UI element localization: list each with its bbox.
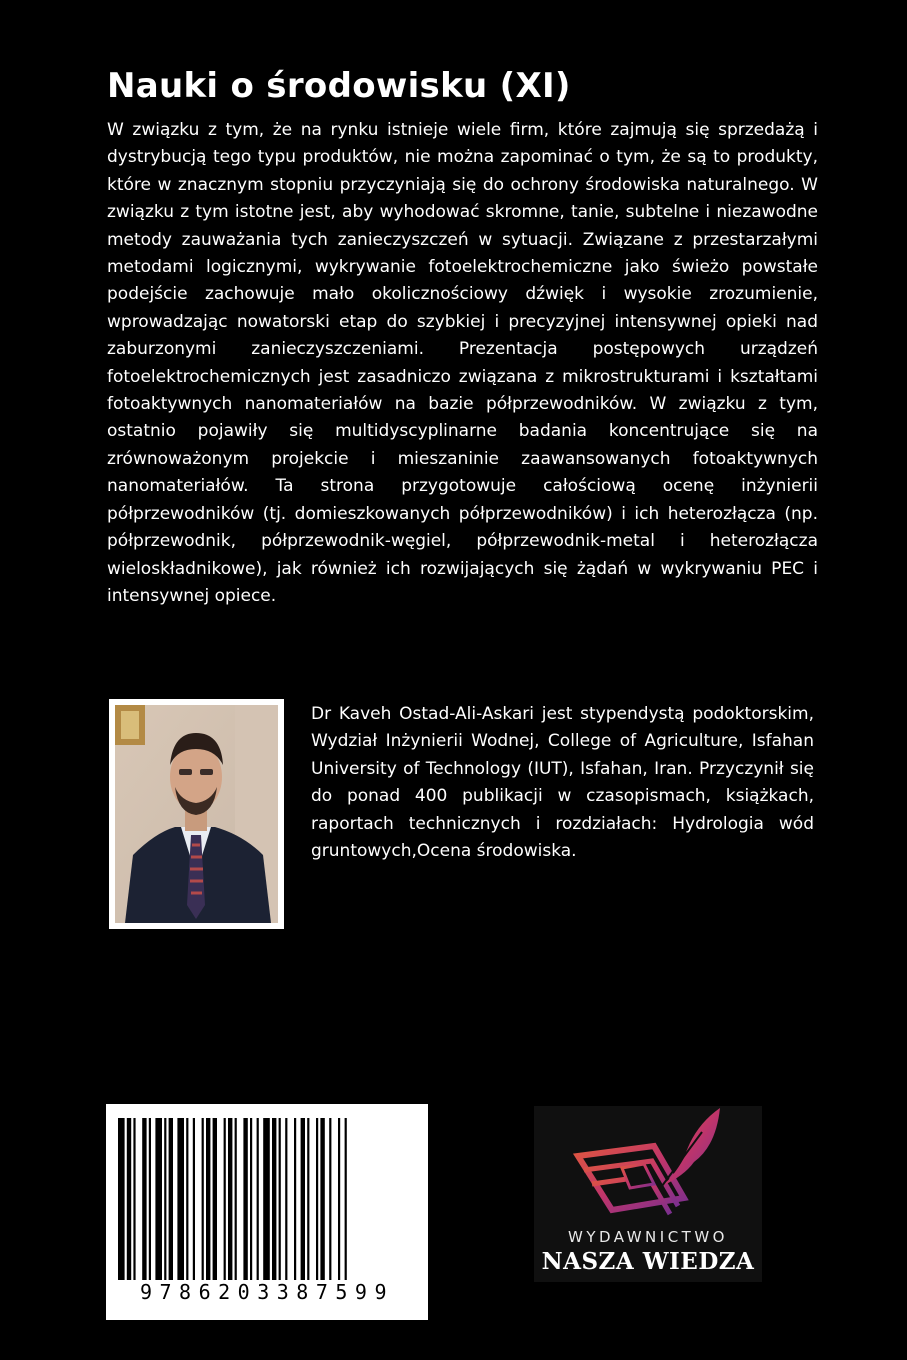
- barcode-bar: [186, 1118, 188, 1280]
- barcode-bars: [106, 1104, 428, 1280]
- barcode-bar: [202, 1118, 204, 1280]
- barcode-bar: [263, 1118, 270, 1280]
- barcode-bar: [127, 1118, 131, 1280]
- barcode-bar: [279, 1118, 281, 1280]
- author-photo: [109, 699, 284, 929]
- barcode-bar: [206, 1118, 210, 1280]
- barcode-bar: [177, 1118, 184, 1280]
- barcode-bar: [250, 1118, 252, 1280]
- barcode-bar: [294, 1118, 296, 1280]
- barcode-bar: [164, 1118, 166, 1280]
- barcode-bar: [243, 1118, 247, 1280]
- barcode-bar: [235, 1118, 237, 1280]
- author-bio: Dr Kaveh Ostad-Ali-Askari jest stypendystą podoktorskim, Wydział Inżynierii Wodnej, College of Agriculture, Isfahan University of Technology (IUT), Isfahan, Iran. Przyczynił się do ponad 400 publikacji w czasopismach, książkach, raportach technicznych i rozdziałach: Hydrologia wód gruntowych,Ocena środowiska.: [311, 704, 814, 862]
- barcode-bar: [329, 1118, 331, 1280]
- barcode-bar: [307, 1118, 309, 1280]
- book-title: Nauki o środowisku (XI): [107, 66, 571, 106]
- barcode-bar: [338, 1118, 340, 1280]
- barcode-bar: [345, 1118, 347, 1280]
- barcode-bar: [272, 1118, 276, 1280]
- barcode-bar: [228, 1118, 232, 1280]
- barcode-bar: [213, 1118, 217, 1280]
- isbn-barcode: [106, 1104, 428, 1320]
- publisher-label: WYDAWNICTWO: [568, 1228, 728, 1246]
- barcode-bar: [149, 1118, 151, 1280]
- book-quill-icon: [534, 1106, 762, 1226]
- author-portrait-image: [115, 705, 278, 923]
- barcode-bar: [320, 1118, 324, 1280]
- barcode-bar: [257, 1118, 259, 1280]
- barcode-bar: [224, 1118, 226, 1280]
- barcode-bar: [155, 1118, 162, 1280]
- barcode-bar: [193, 1118, 195, 1280]
- isbn-number: 9786203387599: [139, 1280, 395, 1304]
- barcode-bar: [316, 1118, 318, 1280]
- barcode-bar: [169, 1118, 173, 1280]
- publisher-logo: [534, 1106, 762, 1282]
- barcode-bar: [118, 1118, 125, 1280]
- barcode-bar: [142, 1118, 146, 1280]
- publisher-name: NASZA WIEDZA: [541, 1248, 755, 1275]
- barcode-bar: [133, 1118, 135, 1280]
- barcode-bar: [301, 1118, 305, 1280]
- book-description: W związku z tym, że na rynku istnieje wiele firm, które zajmują się sprzedażą i dystrybucją tego typu produktów, nie można zapominać o tym, że są to produkty, które w znacznym stopniu przyczyniają się do ochrony środowiska naturalnego. W związku z tym istotne jest, aby wyhodować skromne, tanie, subtelne i niezawodne metody zauważania tych zanieczyszczeń w sytuacji. Związane z przestarzałymi metodami logicznymi, wykrywanie fotoelektrochemiczne jako świeżo powstałe podejście zachowuje mało okolicznościowy dźwięk i wysokie zrozumienie, wprowadzając nowatorski etap do szybkiej i precyzyjnej intensywnej opieki nad zaburzonymi zanieczyszczeniami. Prezentacja postępowych urządzeń fotoelektrochemicznych jest zasadniczo związana z mikrostrukturami i kształtami fotoaktywnych nanomateriałów na bazie półprzewodników. W związku z tym, ostatnio pojawiły się multidyscyplinarne badania koncentrujące się na zrównoważonym projekcie i mieszaninie zaawansowanych fotoaktywnych nanomateriałów. Ta strona przygotowuje całościową ocenę inżynierii półprzewodników (tj. domieszkowanych półprzewodników) i ich heterozłącza (np. półprzewodnik, półprzewodnik-węgiel, półprzewodnik-metal i heterozłącza wieloskładnikowe), jak również ich rozwijających się żądań w wykrywaniu PEC i intensywnej opiece.: [107, 120, 818, 606]
- barcode-bar: [285, 1118, 287, 1280]
